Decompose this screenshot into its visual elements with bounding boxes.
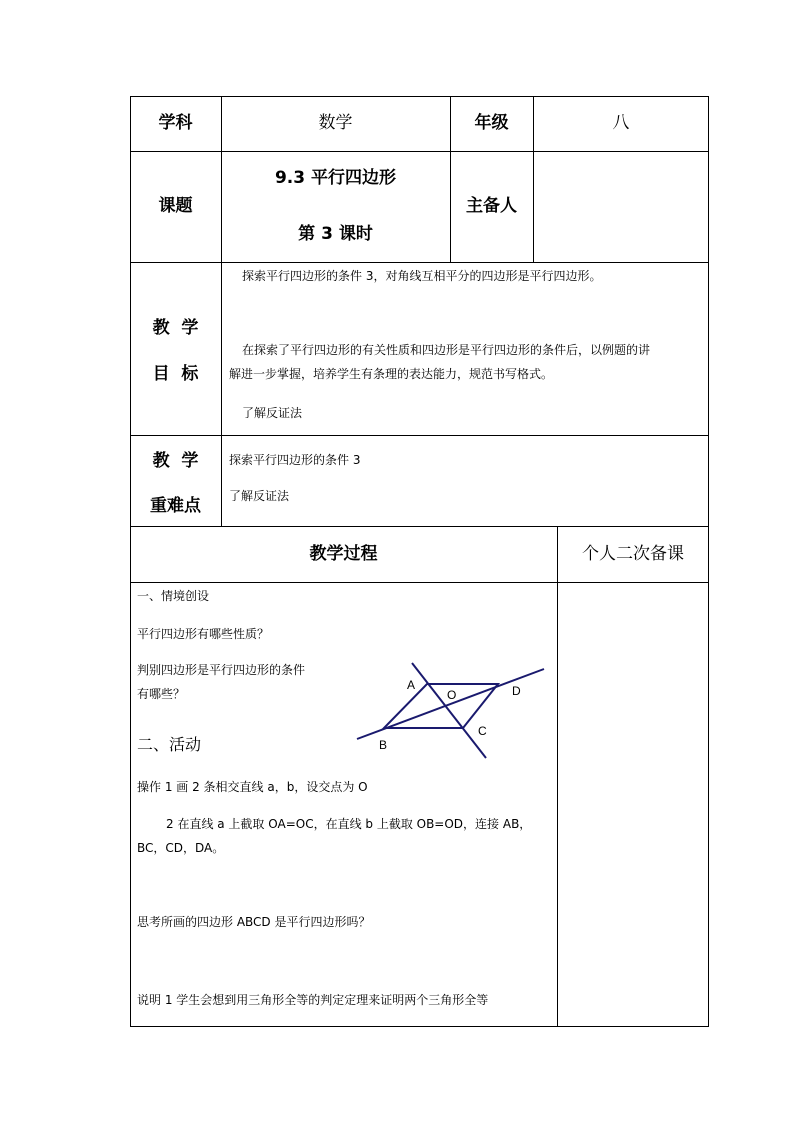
topic-lesson-number: 第 3 课时 (298, 224, 373, 244)
activity-step-1: 操作 1 画 2 条相交直线 a，b，设交点为 O (137, 780, 368, 794)
grade-value: 八 (612, 113, 630, 133)
parallelogram-abcd (384, 684, 498, 728)
activity-step-2-line2: BC，CD，DA。 (137, 841, 225, 855)
section-activity: 二、活动 (137, 735, 202, 754)
subject-label: 学科 (158, 113, 193, 133)
question-conditions-line1: 判别四边形是平行四边形的条件 (137, 663, 306, 677)
think-question: 思考所画的四边形 ABCD 是平行四边形吗？ (137, 915, 371, 929)
row-divider (130, 435, 709, 436)
preparer-label: 主备人 (466, 196, 517, 216)
objectives-label-line1: 教 学 (152, 318, 199, 338)
objective-item-3: 了解反证法 (242, 406, 303, 420)
grade-label: 年级 (474, 113, 509, 133)
point-label-d: D (512, 684, 521, 698)
subject-value: 数学 (318, 113, 353, 133)
objectives-label-line2: 目 标 (152, 364, 199, 384)
line-a-extended (412, 663, 486, 758)
row-divider (130, 151, 709, 152)
row-divider (130, 582, 709, 583)
row-divider (130, 262, 709, 263)
parallelogram-diagram (350, 660, 550, 760)
secondary-prep-title: 个人二次备课 (582, 544, 684, 564)
point-label-o: O (447, 688, 457, 702)
section-situation: 一、情境创设 (137, 589, 210, 603)
objective-item-2-line2: 解进一步掌握，培养学生有条理的表达能力，规范书写格式。 (229, 367, 554, 381)
key-points-label-line2: 重难点 (150, 496, 201, 516)
row-divider (130, 526, 709, 527)
point-label-c: C (478, 724, 487, 738)
topic-title: 9.3 平行四边形 (274, 168, 397, 188)
key-point-item-1: 探索平行四边形的条件 3 (229, 453, 361, 467)
column-divider (221, 96, 222, 526)
question-properties: 平行四边形有哪些性质？ (137, 627, 270, 641)
explanation-note: 说明 1 学生会想到用三角形全等的判定定理来证明两个三角形全等 (137, 993, 489, 1007)
objective-item-1: 探索平行四边形的条件 3，对角线互相平分的四边形是平行四边形。 (242, 269, 602, 283)
activity-step-2-line1: 2 在直线 a 上截取 OA=OC，在直线 b 上截取 OB=OD，连接 AB， (166, 817, 532, 831)
key-points-label-line1: 教 学 (152, 451, 199, 471)
objective-item-2-line1: 在探索了平行四边形的有关性质和四边形是平行四边形的条件后，以例题的讲 (242, 343, 651, 357)
column-divider (557, 526, 558, 1027)
process-title: 教学过程 (309, 544, 378, 564)
topic-label: 课题 (158, 196, 193, 216)
point-label-b: B (379, 738, 388, 752)
key-point-item-2: 了解反证法 (229, 489, 290, 503)
point-label-a: A (407, 678, 416, 692)
question-conditions-line2: 有哪些？ (137, 687, 186, 701)
